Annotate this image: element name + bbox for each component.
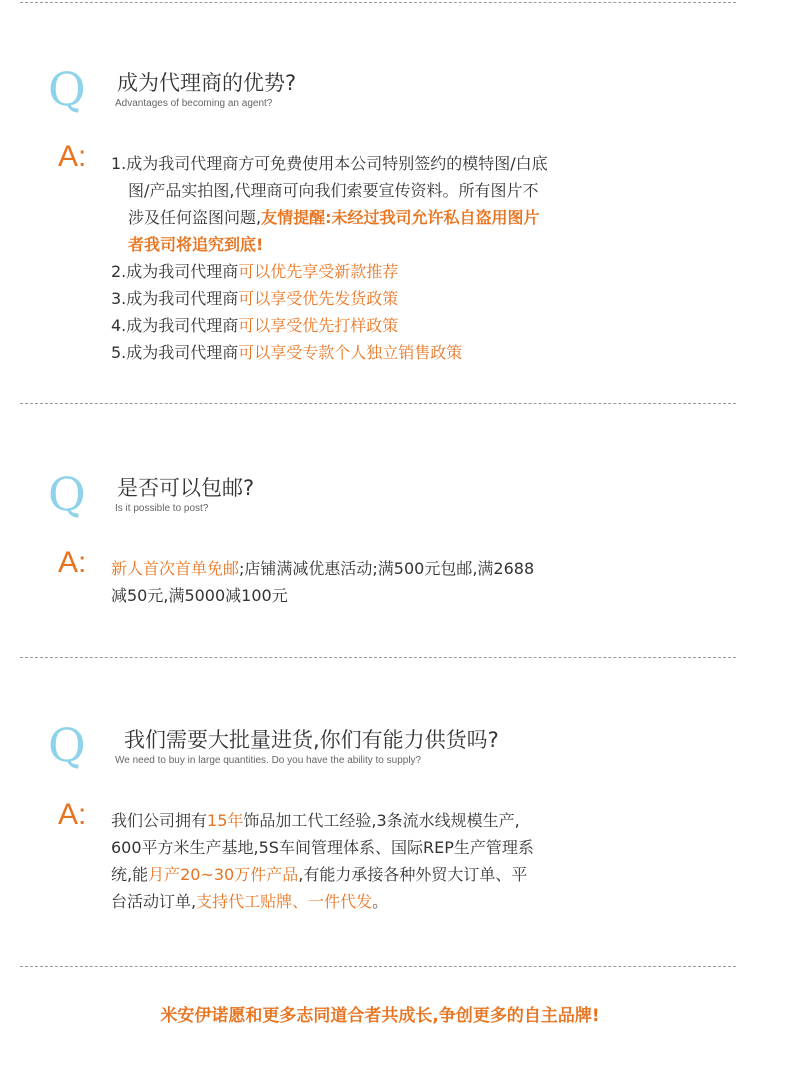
answer-line <box>111 312 548 339</box>
answer-highlight: 友情提醒:未经过我司允许私自盗用图片 <box>261 208 540 227</box>
answer-run: 饰品加工代工经验,3条流水线规模生产, <box>243 811 520 830</box>
answer-line <box>111 555 534 582</box>
question-subtitle: Is it possible to post? <box>115 503 209 514</box>
a-icon: A: <box>58 140 87 173</box>
answer-run: 减50元,满5000减100元 <box>111 586 288 605</box>
answer-run: 5.成为我司代理商 <box>111 343 239 362</box>
a-icon: A: <box>58 546 87 579</box>
divider <box>20 657 736 658</box>
answer-run: 1.成为我司代理商方可免费使用本公司特别签约的模特图/白底 <box>111 154 548 173</box>
answer-line <box>111 177 548 204</box>
answer-line <box>111 204 548 231</box>
question-title: 是否可以包邮? <box>117 476 255 500</box>
answer-run: 4.成为我司代理商 <box>111 316 239 335</box>
answer-run: ,有能力承接各种外贸大订单、平 <box>298 865 528 884</box>
footer-slogan: 米安伊诺愿和更多志同道合者共成长,争创更多的自主品牌! <box>160 1006 600 1026</box>
answer-run: 我们公司拥有 <box>111 811 208 830</box>
answer-line <box>111 888 534 915</box>
question-title: 成为代理商的优势? <box>117 71 297 95</box>
answer-run: 图/产品实拍图,代理商可向我们索要宣传资料。所有图片不 <box>128 181 539 200</box>
answer-run: 涉及任何盗图问题, <box>128 208 262 227</box>
answer-run: 2.成为我司代理商 <box>111 262 239 281</box>
answer-highlight: 可以享受优先发货政策 <box>238 289 399 308</box>
question-subtitle: We need to buy in large quantities. Do you have the ability to supply? <box>115 755 422 766</box>
divider-top <box>20 2 736 3</box>
question-subtitle: Advantages of becoming an agent? <box>115 98 273 109</box>
answer-line <box>111 834 534 861</box>
answer-highlight: 可以优先享受新款推荐 <box>238 262 399 281</box>
q-icon: Q <box>48 467 86 521</box>
answer-line <box>111 807 534 834</box>
answer-highlight: 新人首次首单免邮 <box>111 559 240 578</box>
answer-run: 。 <box>372 892 389 911</box>
answer-highlight: 15年 <box>207 811 244 830</box>
answer-line <box>111 861 534 888</box>
answer-text <box>111 807 534 915</box>
q-icon: Q <box>48 62 86 116</box>
answer-highlight: 可以享受专款个人独立销售政策 <box>238 343 463 362</box>
a-icon: A: <box>58 798 87 831</box>
answer-run: ;店铺满减优惠活动;满500元包邮,满2688 <box>239 559 535 578</box>
answer-highlight: 者我司将追究到底! <box>128 235 264 254</box>
answer-line <box>111 258 548 285</box>
divider <box>20 966 736 967</box>
answer-line <box>111 582 534 609</box>
answer-run: 统,能 <box>111 865 149 884</box>
answer-line <box>111 285 548 312</box>
divider <box>20 403 736 404</box>
answer-highlight: 支持代工贴牌、一件代发 <box>196 892 373 911</box>
answer-text <box>111 555 534 609</box>
question-title: 我们需要大批量进货,你们有能力供货吗? <box>124 728 499 752</box>
answer-highlight: 月产20~30万件产品 <box>148 865 299 884</box>
answer-line <box>111 339 548 366</box>
answer-run: 600平方米生产基地,5S车间管理体系、国际REP生产管理系 <box>111 838 534 857</box>
answer-line <box>111 231 548 258</box>
answer-run: 3.成为我司代理商 <box>111 289 239 308</box>
q-icon: Q <box>48 718 86 772</box>
answer-text <box>111 150 548 366</box>
answer-highlight: 可以享受优先打样政策 <box>238 316 399 335</box>
answer-run: 台活动订单, <box>111 892 197 911</box>
answer-line <box>111 150 548 177</box>
